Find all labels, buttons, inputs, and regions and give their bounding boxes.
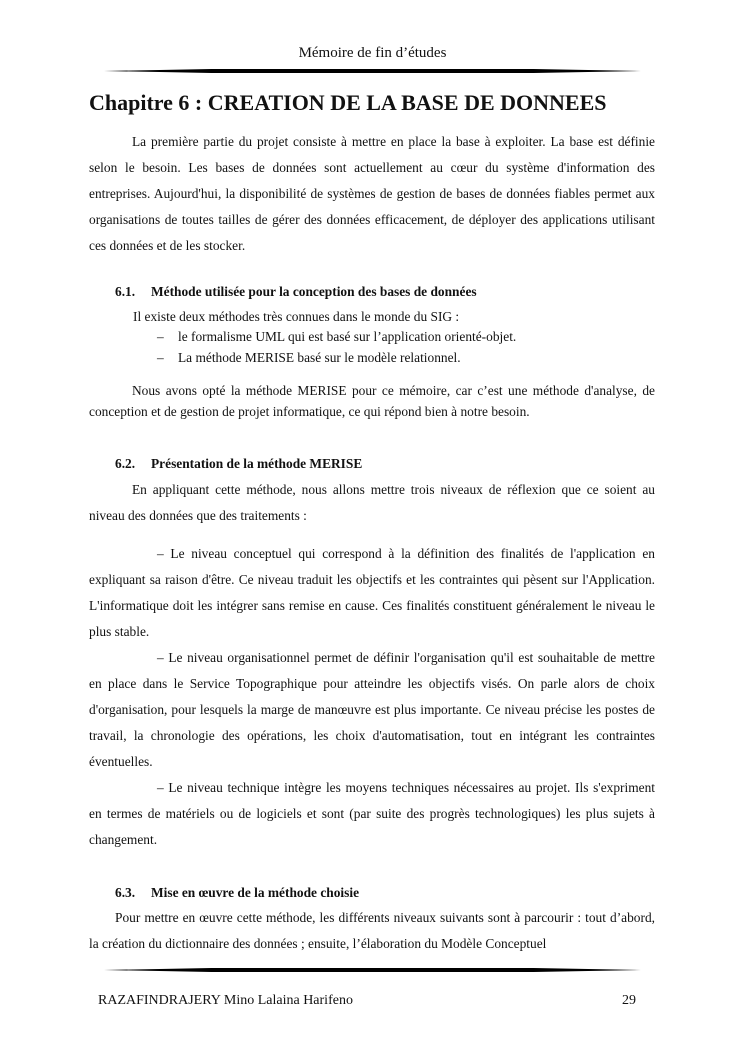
implementation-paragraph: Pour mettre en œuvre cette méthode, les différents niveaux suivants sont à parcourir : tout d’abord, la création du dictionnaire des données ; ensuite, l’élaboration du Modèle Conceptuel (89, 910, 655, 951)
section-6-2-heading (115, 455, 362, 473)
section-6-3-heading (115, 884, 359, 902)
section-title: Méthode utilisée pour la conception des bases de données (151, 284, 477, 299)
footer-rule (104, 968, 641, 972)
dash-bullet: – (157, 780, 164, 795)
section-number: 6.1. (115, 284, 136, 299)
section-title: Mise en œuvre de la méthode choisie (151, 885, 360, 900)
level-organisational-paragraph (89, 645, 655, 775)
list-item-text: La méthode MERISE basé sur le modèle relationnel. (178, 350, 461, 365)
list-item (157, 328, 516, 346)
page-number: 29 (622, 993, 636, 1008)
section-6-1-heading (115, 283, 477, 301)
dash-bullet: – (157, 350, 164, 365)
section-number: 6.2. (115, 456, 136, 471)
section-title: Présentation de la méthode MERISE (151, 456, 363, 471)
intro-paragraph: La première partie du projet consiste à mettre en place la base à exploiter. La base est définie selon le besoin. Les bases de données sont actuellement au cœur du système d'information des entreprises. Aujourd'hui, la disponibilité de systèmes de gestion de bases de données fiables permet aux organisations de toutes tailles de gérer des données efficacement, de déployer des applications utilisant ces données et de les stocker. (89, 134, 655, 253)
level-text: Le niveau conceptuel qui correspond à la définition des finalités de l'application en expliquant sa raison d'être. Ce niveau traduit les objectifs et les contraintes qui pèsent sur l'Application. L'informatique doit les intégrer sans remise en cause. Ces finalités constituent généralement le niveau le plus stable. (89, 546, 655, 639)
chapter-title: Chapitre 6 : CREATION DE LA BASE DE DONNEES (89, 90, 607, 115)
level-text: Le niveau organisationnel permet de définir l'organisation qu'il est souhaitable de mettre en place dans le Service Topographique pour atteindre les objectifs visés. On parle alors de choix d'organisation, pour lesquels la marge de manœuvre est plus importante. Ce niveau précise les postes de travail, la chronologie des opérations, les choix d'automatisation, tout en intégrant les contraintes éventuelles. (89, 650, 655, 769)
list-item (157, 349, 461, 367)
dash-bullet: – (157, 546, 164, 561)
dash-bullet: – (157, 329, 164, 344)
merise-lead-paragraph: En appliquant cette méthode, nous allons mettre trois niveaux de réflexion que ce soient au niveau des données que des traitements : (89, 482, 655, 523)
level-technical-paragraph (89, 775, 655, 853)
level-text: Le niveau technique intègre les moyens techniques nécessaires au projet. Ils s'expriment en termes de matériels ou de logiciels et sont (par suite des progrès technologiques) les plus sujets à changement. (89, 780, 655, 847)
section-number: 6.3. (115, 885, 136, 900)
dash-bullet: – (157, 650, 164, 665)
header-rule (104, 69, 641, 73)
list-item-text: le formalisme UML qui est basé sur l’application orienté-objet. (178, 329, 517, 344)
choice-paragraph: Nous avons opté la méthode MERISE pour ce mémoire, car c’est une méthode d'analyse, de conception et de gestion de projet informatique, ce qui répond bien à notre besoin. (89, 383, 655, 419)
level-conceptual-paragraph (89, 541, 655, 645)
footer-author: RAZAFINDRAJERY Mino Lalaina Harifeno (98, 993, 353, 1008)
methods-lead: Il existe deux méthodes très connues dans le monde du SIG : (133, 309, 460, 324)
running-header: Mémoire de fin d’études (298, 45, 447, 61)
